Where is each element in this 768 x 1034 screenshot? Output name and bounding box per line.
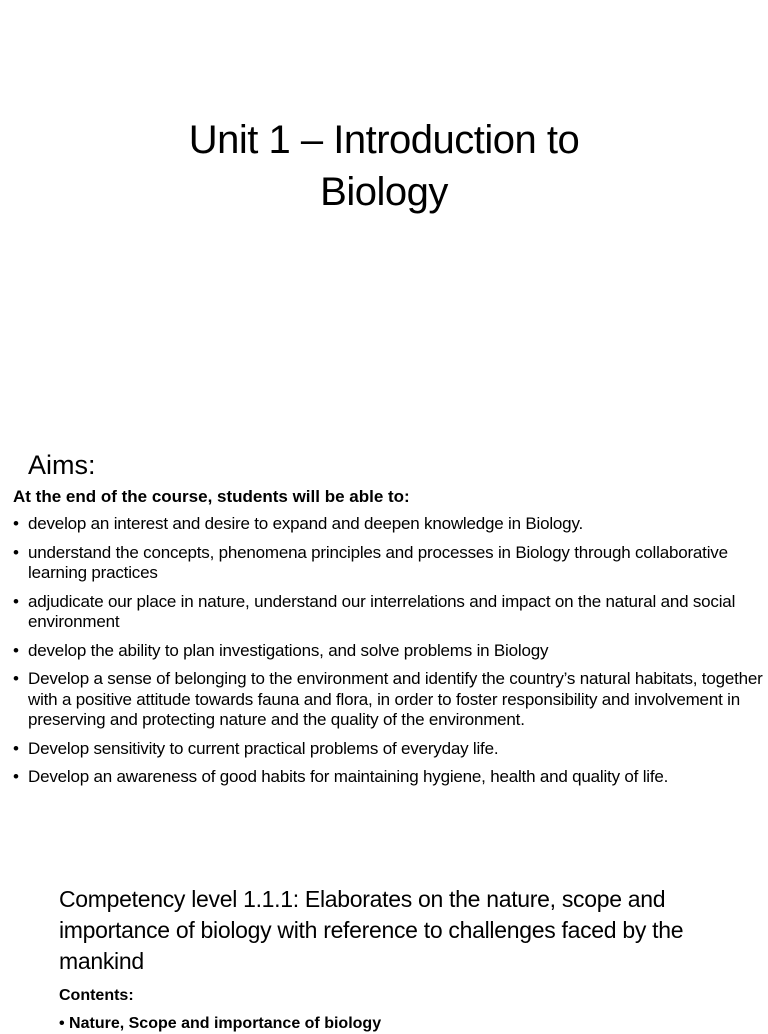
- aims-list-item: [13, 641, 765, 662]
- aims-list-item: [13, 543, 765, 584]
- bullet-icon: •: [13, 591, 19, 611]
- aims-list-item: [13, 767, 765, 788]
- contents-item-partial: • Nature, Scope and importance of biology: [59, 1015, 382, 1032]
- aims-heading: Aims:: [28, 450, 96, 480]
- aims-item-text: Develop sensitivity to current practical problems of everyday life.: [28, 738, 499, 758]
- aims-list-item: [13, 669, 765, 731]
- aims-slide: [0, 438, 768, 858]
- aims-item-text: Develop a sense of belonging to the environment and identify the country’s natural habitats, together with a positive attitude towards fauna and flora, in order to foster responsibility and involvement in preserving and protecting nature and the quality of the environment.: [28, 669, 763, 729]
- aims-item-text: develop an interest and desire to expand and deepen knowledge in Biology.: [28, 514, 583, 533]
- aims-item-text: develop the ability to plan investigations, and solve problems in Biology: [28, 640, 549, 660]
- aims-intro: At the end of the course, students will be able to:: [13, 487, 410, 506]
- bullet-icon: •: [13, 738, 19, 758]
- unit-title: [0, 114, 768, 218]
- unit-title-line-2: Biology: [320, 170, 448, 214]
- aims-item-text: understand the concepts, phenomena principles and processes in Biology through collaborative learning practices: [28, 542, 728, 582]
- bullet-icon: •: [13, 640, 19, 660]
- aims-list-item: [13, 739, 765, 760]
- unit-title-line-1: Unit 1 – Introduction to: [188, 118, 580, 162]
- aims-list-item: [13, 514, 765, 535]
- bullet-icon: •: [13, 767, 19, 786]
- aims-item-text: adjudicate our place in nature, understand our interrelations and impact on the natural and social environment: [28, 591, 736, 631]
- aims-item-text: Develop an awareness of good habits for maintaining hygiene, health and quality of life.: [28, 767, 669, 786]
- competency-slide: [0, 878, 768, 1032]
- competency-heading: Competency level 1.1.1: Elaborates on the nature, scope and importance of biology with reference to challenges faced by the mankind: [59, 886, 684, 974]
- bullet-icon: •: [13, 669, 19, 688]
- contents-label: Contents:: [59, 987, 134, 1004]
- title-slide: [0, 0, 768, 420]
- bullet-icon: •: [13, 542, 19, 562]
- bullet-icon: •: [13, 514, 19, 533]
- aims-list-item: [13, 592, 765, 633]
- aims-list: [13, 514, 765, 796]
